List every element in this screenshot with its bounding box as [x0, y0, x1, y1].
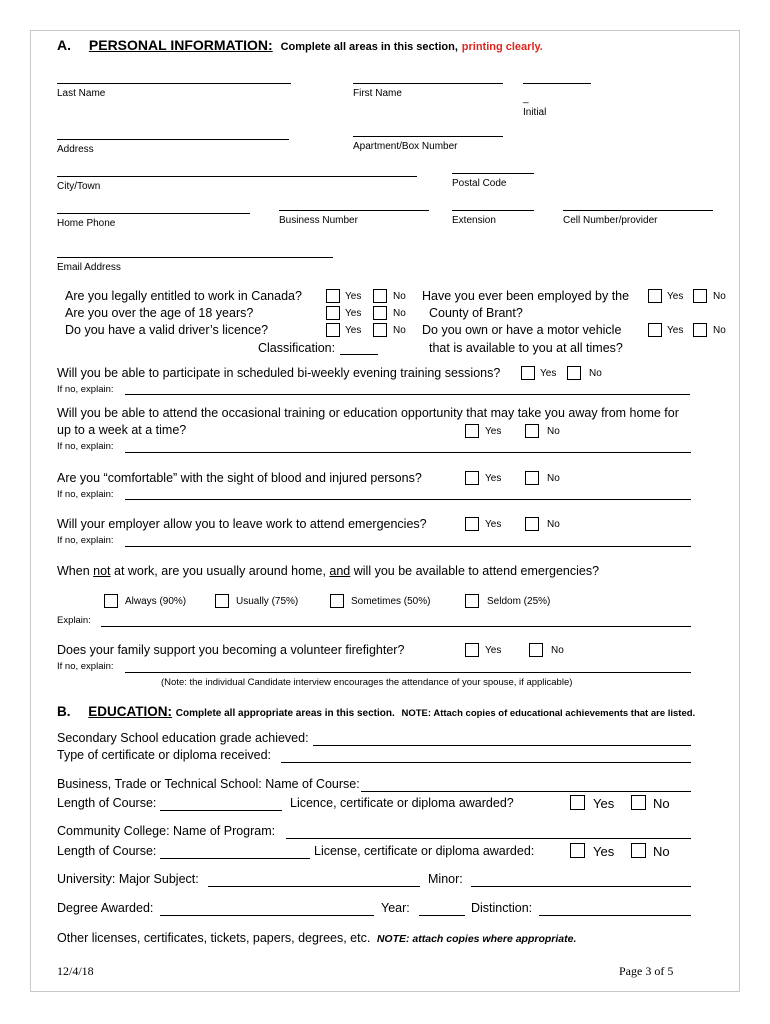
extension-line[interactable]: [452, 210, 534, 211]
college-label: Community College: Name of Program:: [57, 824, 276, 838]
away-no-label: No: [547, 426, 560, 437]
college-length-line[interactable]: [160, 858, 310, 859]
training-yes-checkbox[interactable]: [521, 366, 535, 380]
footer-page-number: Page 3 of 5: [619, 964, 674, 978]
away-no-checkbox[interactable]: [525, 424, 539, 438]
business-no-checkbox[interactable]: [631, 795, 646, 810]
business-line[interactable]: [279, 210, 429, 211]
college-length-label: Length of Course:: [57, 844, 157, 858]
last-name-line[interactable]: [57, 83, 291, 84]
section-b-instruction: Complete all appropriate areas in this section.: [175, 708, 395, 719]
q-employer: Will your employer allow you to leave work to attend emergencies?: [57, 517, 427, 531]
home-phone-line[interactable]: [57, 213, 250, 214]
q-home: [57, 564, 599, 578]
extension-label: Extension: [452, 215, 496, 226]
licence-no-label: No: [393, 325, 406, 336]
family-no-label: No: [551, 645, 564, 656]
vehicle-yes-checkbox[interactable]: [648, 323, 662, 337]
other-label: Other licenses, certificates, tickets, papers, degrees, etc.: [57, 931, 371, 945]
q-blood: Are you “comfortable” with the sight of blood and injured persons?: [57, 471, 422, 485]
q-vehicle-line1: Do you own or have a motor vehicle: [422, 323, 622, 337]
availability-explain-label: Explain:: [57, 615, 91, 626]
licence-yes-checkbox[interactable]: [326, 323, 340, 337]
business-yes-label: Yes: [593, 796, 615, 811]
university-label: University: Major Subject:: [57, 872, 199, 886]
q-training: Will you be able to participate in scheduled bi-weekly evening training sessions?: [57, 366, 501, 380]
apartment-label: Apartment/Box Number: [353, 141, 458, 152]
employer-if-no-label: If no, explain:: [57, 535, 114, 546]
initial-label: Initial: [523, 107, 547, 118]
college-yes-checkbox[interactable]: [570, 843, 585, 858]
address-line[interactable]: [57, 139, 289, 140]
q-entitled: Are you legally entitled to work in Canada?: [65, 289, 302, 303]
entitled-no-label: No: [393, 291, 406, 302]
year-line[interactable]: [419, 915, 465, 916]
minor-label: Minor:: [428, 872, 463, 886]
training-explain-line[interactable]: [125, 394, 690, 395]
degree-label: Degree Awarded:: [57, 901, 154, 915]
apartment-line[interactable]: [353, 136, 503, 137]
secondary-label: Secondary School education grade achieved:: [57, 731, 309, 745]
vehicle-no-checkbox[interactable]: [693, 323, 707, 337]
distinction-line[interactable]: [539, 915, 691, 916]
family-yes-checkbox[interactable]: [465, 643, 479, 657]
family-note: (Note: the individual Candidate interview encourages the attendance of your spouse, if applicable): [161, 677, 573, 688]
blood-yes-label: Yes: [485, 473, 502, 484]
first-name-line[interactable]: [353, 83, 503, 84]
postal-label: Postal Code: [452, 178, 507, 189]
footer-date: 12/4/18: [57, 964, 94, 978]
form-page: [30, 30, 740, 992]
other-note: NOTE: attach copies where appropriate.: [376, 933, 577, 945]
section-b-title: EDUCATION:: [88, 704, 173, 719]
away-if-no-label: If no, explain:: [57, 441, 114, 452]
initial-mark: _: [523, 93, 529, 104]
entitled-no-checkbox[interactable]: [373, 289, 387, 303]
distinction-label: Distinction:: [471, 901, 533, 915]
family-if-no-label: If no, explain:: [57, 661, 114, 672]
classification-label: Classification:: [258, 341, 336, 355]
employer-no-checkbox[interactable]: [525, 517, 539, 531]
availability-explain-line[interactable]: [101, 626, 691, 627]
employed-no-checkbox[interactable]: [693, 289, 707, 303]
vehicle-no-label: No: [713, 325, 726, 336]
q-age: Are you over the age of 18 years?: [65, 306, 254, 320]
employer-yes-label: Yes: [485, 519, 502, 530]
age-yes-label: Yes: [345, 308, 362, 319]
blood-no-label: No: [547, 473, 560, 484]
training-no-label: No: [589, 368, 602, 379]
blood-no-checkbox[interactable]: [525, 471, 539, 485]
always-checkbox[interactable]: [104, 594, 118, 608]
section-a-instruction: Complete all areas in this section,: [280, 41, 458, 53]
family-explain-line[interactable]: [125, 672, 691, 673]
minor-line[interactable]: [471, 886, 691, 887]
training-no-checkbox[interactable]: [567, 366, 581, 380]
age-no-label: No: [393, 308, 406, 319]
college-no-checkbox[interactable]: [631, 843, 646, 858]
sometimes-checkbox[interactable]: [330, 594, 344, 608]
seldom-checkbox[interactable]: [465, 594, 479, 608]
q-home-post: will you be available to attend emergencies?: [350, 564, 600, 578]
college-line[interactable]: [286, 838, 691, 839]
employed-yes-label: Yes: [667, 291, 684, 302]
business-school-line[interactable]: [361, 791, 691, 792]
licence-yes-label: Yes: [345, 325, 362, 336]
entitled-yes-label: Yes: [345, 291, 362, 302]
employer-no-label: No: [547, 519, 560, 530]
cell-label: Cell Number/provider: [563, 215, 658, 226]
employed-yes-checkbox[interactable]: [648, 289, 662, 303]
q-employed-line2: County of Brant?: [429, 306, 523, 320]
university-subject-line[interactable]: [208, 886, 420, 887]
certificate-label: Type of certificate or diploma received:: [57, 748, 271, 762]
blood-if-no-label: If no, explain:: [57, 489, 114, 500]
licence-no-checkbox[interactable]: [373, 323, 387, 337]
address-label: Address: [57, 144, 94, 155]
business-yes-checkbox[interactable]: [570, 795, 585, 810]
city-line[interactable]: [57, 176, 417, 177]
section-b-note: NOTE: Attach copies of educational achievements that are listed.: [401, 708, 696, 719]
away-yes-label: Yes: [485, 426, 502, 437]
year-label: Year:: [381, 901, 410, 915]
q-home-pre: When: [57, 564, 94, 578]
q-vehicle-line2: that is available to you at all times?: [429, 341, 623, 355]
sometimes-label: Sometimes (50%): [351, 596, 431, 607]
q-family: Does your family support you becoming a volunteer firefighter?: [57, 643, 405, 657]
postal-line[interactable]: [452, 173, 534, 174]
college-license-label: License, certificate or diploma awarded:: [314, 844, 535, 858]
seldom-label: Seldom (25%): [487, 596, 551, 607]
business-school-label: Business, Trade or Technical School: Name of Course:: [57, 777, 360, 791]
q-home-and: and: [329, 564, 351, 578]
blood-yes-checkbox[interactable]: [465, 471, 479, 485]
family-no-checkbox[interactable]: [529, 643, 543, 657]
email-line[interactable]: [57, 257, 333, 258]
section-b-heading: [57, 704, 695, 719]
q-employed-line1: Have you ever been employed by the: [422, 289, 630, 303]
email-label: Email Address: [57, 262, 121, 273]
section-a-instruction-red: printing clearly.: [461, 41, 543, 53]
away-explain-line[interactable]: [125, 452, 691, 453]
business-length-label: Length of Course:: [57, 796, 157, 810]
home-phone-label: Home Phone: [57, 218, 116, 229]
away-yes-checkbox[interactable]: [465, 424, 479, 438]
degree-line[interactable]: [160, 915, 374, 916]
cell-line[interactable]: [563, 210, 713, 211]
business-length-line[interactable]: [160, 810, 282, 811]
section-a-heading: [57, 37, 543, 53]
secondary-line[interactable]: [313, 745, 691, 746]
classification-line[interactable]: [340, 354, 378, 355]
employer-yes-checkbox[interactable]: [465, 517, 479, 531]
q-home-mid: at work, are you usually around home,: [110, 564, 330, 578]
q-home-not: not: [93, 564, 111, 578]
entitled-yes-checkbox[interactable]: [326, 289, 340, 303]
college-yes-label: Yes: [593, 844, 615, 859]
business-no-label: No: [653, 796, 670, 811]
employed-no-label: No: [713, 291, 726, 302]
age-no-checkbox[interactable]: [373, 306, 387, 320]
training-if-no-label: If no, explain:: [57, 384, 114, 395]
usually-label: Usually (75%): [236, 596, 299, 607]
always-label: Always (90%): [125, 596, 187, 607]
training-yes-label: Yes: [540, 368, 557, 379]
usually-checkbox[interactable]: [215, 594, 229, 608]
vehicle-yes-label: Yes: [667, 325, 684, 336]
business-licence-label: Licence, certificate or diploma awarded?: [290, 796, 514, 810]
age-yes-checkbox[interactable]: [326, 306, 340, 320]
section-a-title: PERSONAL INFORMATION:: [88, 37, 273, 53]
employer-explain-line[interactable]: [125, 546, 691, 547]
other-row: [57, 931, 576, 945]
initial-line[interactable]: [523, 83, 591, 84]
q-licence: Do you have a valid driver’s licence?: [65, 323, 269, 337]
city-label: City/Town: [57, 181, 101, 192]
family-yes-label: Yes: [485, 645, 502, 656]
certificate-line[interactable]: [281, 762, 691, 763]
college-no-label: No: [653, 844, 670, 859]
business-label: Business Number: [279, 215, 358, 226]
section-b-letter: B.: [57, 704, 71, 719]
section-a-letter: A.: [57, 37, 71, 53]
last-name-label: Last Name: [57, 88, 106, 99]
q-away-line2: up to a week at a time?: [57, 423, 187, 437]
first-name-label: First Name: [353, 88, 402, 99]
blood-explain-line[interactable]: [125, 499, 691, 500]
q-away-line1: Will you be able to attend the occasional training or education opportunity that may take you away from home for: [57, 406, 679, 420]
